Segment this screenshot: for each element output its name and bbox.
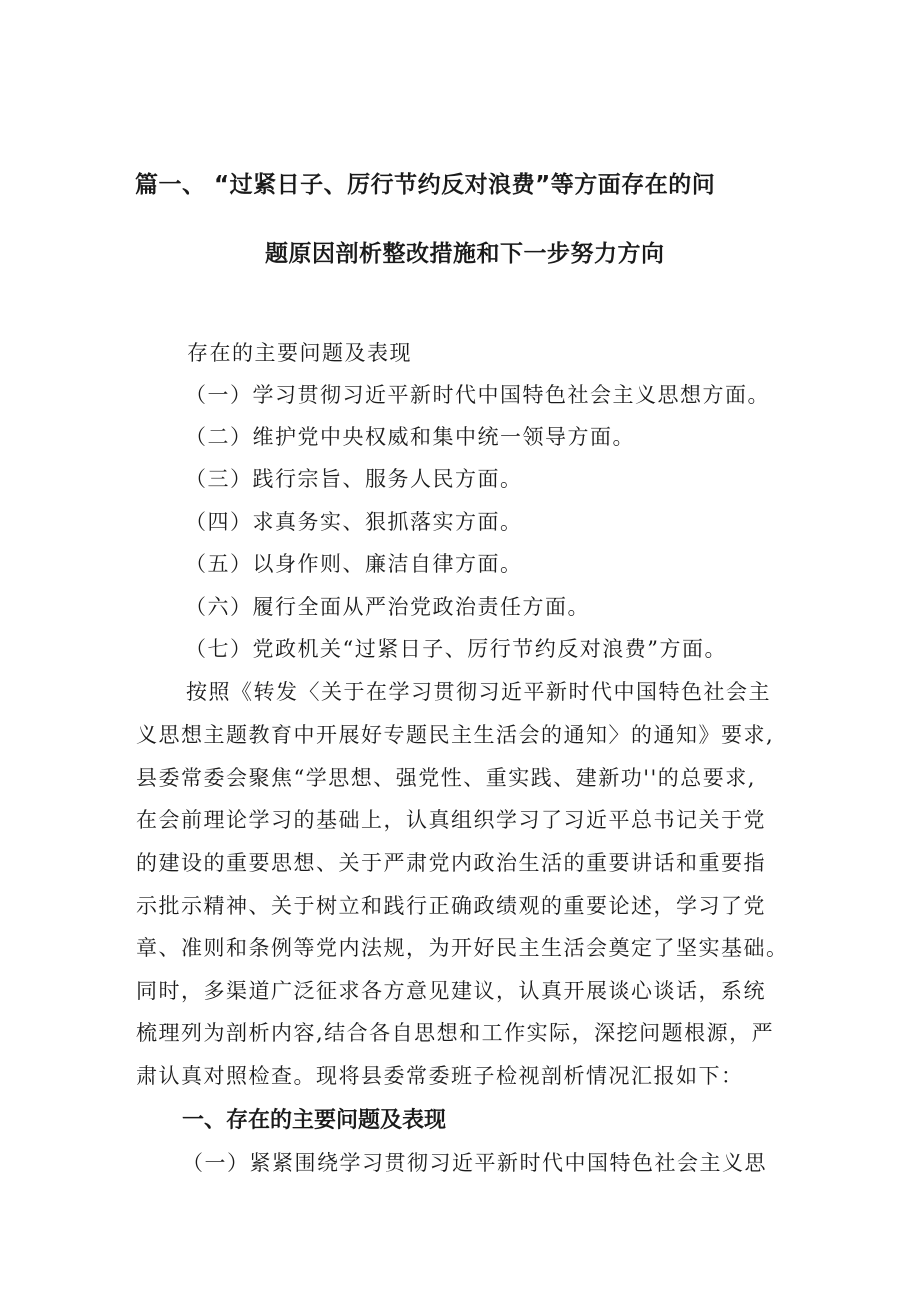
section-first-line: （一）紧紧围绕学习贯彻习近平新时代中国特色社会主义思 <box>182 1151 767 1175</box>
body-line-2: 义思想主题教育中开展好专题民主生活会的通知〉的通知》要求, <box>136 723 775 747</box>
body-line-1: 按照《转发〈关于在学习贯彻习近平新时代中国特色社会主 <box>186 680 771 704</box>
body-line-5: 的建设的重要思想、关于严肃党内政治生活的重要讲话和重要指 <box>136 851 766 875</box>
body-line-8: 同时，多渠道广泛征求各方意见建议，认真开展谈心谈话，系统 <box>136 979 766 1003</box>
toc-heading: 存在的主要问题及表现 <box>187 341 412 365</box>
body-line-9: 梳理列为剖析内容,结合各自思想和工作实际，深挖问题根源，严 <box>136 1021 775 1045</box>
body-line-4: 在会前理论学习的基础上，认真组织学习了习近平总书记关于党 <box>136 808 766 832</box>
body-line-3: 县委常委会聚焦“学思想、强党性、重实践、建新功''的总要求, <box>136 766 756 790</box>
toc-item-1: （一）学习贯彻习近平新时代中国特色社会主义思想方面。 <box>185 383 770 407</box>
toc-item-4: （四）求真务实、狠抓落实方面。 <box>185 510 523 534</box>
toc-item-3: （三）践行宗旨、服务人民方面。 <box>185 467 523 491</box>
section-heading: 一、存在的主要问题及表现 <box>182 1108 447 1133</box>
toc-item-6: （六）履行全面从严治党政治责任方面。 <box>185 595 590 619</box>
body-line-7: 章、准则和条例等党内法规，为开好民主生活会奠定了坚实基础。 <box>136 936 789 960</box>
toc-item-5: （五）以身作则、廉洁自律方面。 <box>185 552 523 576</box>
body-line-6: 示批示精神、关于树立和践行正确政绩观的重要论述，学习了党 <box>136 894 766 918</box>
toc-item-2: （二）维护党中央权威和集中统一领导方面。 <box>185 425 635 449</box>
document-title-line-1: 篇一、 “过紧日子、厉行节约反对浪费”等方面存在的问 <box>135 172 716 198</box>
toc-item-7: （七）党政机关“过紧日子、厉行节约反对浪费”方面。 <box>185 637 727 661</box>
body-line-10: 肃认真对照检查。现将县委常委班子检视剖析情况汇报如下： <box>136 1064 744 1088</box>
document-title-line-2: 题原因剖析整改措施和下一步努力方向 <box>265 241 665 267</box>
